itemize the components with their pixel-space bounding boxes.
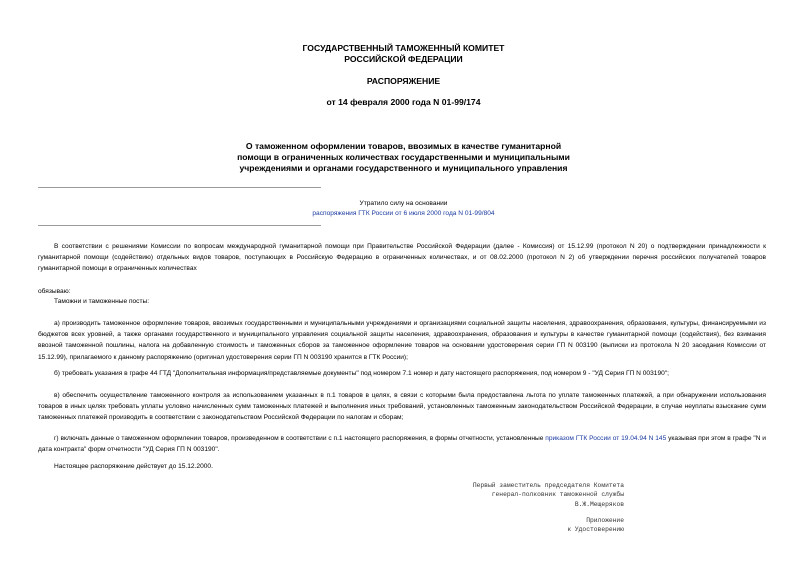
status-label: Утратило силу на основании <box>359 200 448 207</box>
document-date: от 14 февраля 2000 года N 01-99/174 <box>326 97 481 107</box>
divider-bottom <box>38 225 321 226</box>
order-145-link[interactable]: приказом ГТК России от 19.04.94 N 145 <box>545 435 667 442</box>
obliges-text: обязываю: <box>38 288 71 295</box>
document-title-line1: О таможенном оформлении товаров, ввозимых в качестве гуманитарной <box>245 141 562 151</box>
org-name-line2: РОССИЙСКОЙ ФЕДЕРАЦИИ <box>344 54 463 64</box>
document-title-line2: помощи в ограниченных количествах государственными и муниципальными <box>237 152 570 162</box>
signature-position-line1: Первый заместитель председателя Комитета <box>472 482 624 489</box>
org-name-line1: ГОСУДАРСТВЕННЫЙ ТАМОЖЕННЫЙ КОМИТЕТ <box>302 43 505 53</box>
item-v-paragraph: в) обеспечить осуществление таможенного контроля за использованием указанных в п.1 товаров в целях, в связи с которыми была предоставлена льгота по уплате таможенных платежей, а при обнаружении использования товаров в иных целях требовать уплаты условно начисленных сумм таможенных платежей и выполнения иных требований, установленных таможенным законодательством Российской Федерации, в случае неуплаты взыскание сумм таможенных платежей производить в соответствии с законодательством Российской Федерации по налогам и сборам; <box>38 392 766 422</box>
signature-name: В.Ж.Мещеряков <box>574 500 624 508</box>
appendix-line1: Приложение <box>586 517 624 524</box>
signature-block <box>473 481 624 509</box>
repeal-link[interactable]: распоряжения ГТК России от 6 июля 2000 года N 01-99/804 <box>312 210 495 217</box>
document-title-line3: учреждениями и органами государственного и муниципального управления <box>239 163 568 173</box>
item-a-paragraph: а) производить таможенное оформление товаров, ввозимых государственными и муниципальными учреждениями и организациями социальной защиты населения, здравоохранения, образования, культуры, финансируемыми из бюджетов всех уровней, а также органами государственного и муниципального управления социальной защиты населения, здравоохранения, образования и культуры в качестве гуманитарной помощи (содействия), без взимания ввозной таможенной пошлины, налога на добавленную стоимость и таможенных сборов за таможенное оформление товаров на основании удостоверения серии ГП N 003190 (выписки из протокола N 20 заседания Комиссии от 15.12.99), прилагаемого к данному распоряжению (оригинал удостоверения серии ГП N 003190 хранится в ГТК России); <box>38 320 766 361</box>
document-type: РАСПОРЯЖЕНИЕ <box>366 76 441 86</box>
item-g-text-start: г) включать данные о таможенном оформлении товаров, произведенном в соответствии с п.1 настоящего распоряжения, в формы отчетности, установленные <box>54 435 546 442</box>
addressees-text: Таможни и таможенные посты: <box>54 298 150 305</box>
item-g-text-end: указывая при этом в графе "N и дата контракта" форм отчетности "УД Серия ГП N 003190". <box>38 435 766 454</box>
appendix-block <box>567 516 624 535</box>
divider-top <box>38 187 321 188</box>
item-g-paragraph <box>38 433 766 455</box>
preamble-paragraph: В соответствии с решениями Комиссии по вопросам международной гуманитарной помощи при Правительстве Российской Федерации (далее - Комиссия) от 15.12.99 (протокол N 20) о подтверждении принадлежности к гуманитарной помощи (содействию) отдельных видов товаров, поступающих в Российскую Федерацию в ограниченных количествах, и от 08.02.2000 (протокол N 2) об утверждении перечня российских получателей товаров гуманитарной помощи в ограниченных количествах <box>38 243 766 273</box>
signature-position-line2: генерал-полковник таможенной службы <box>491 491 624 499</box>
item-b-paragraph: б) требовать указания в графе 44 ГТД "Дополнительная информация/представляемые документы" под номером 7.1 номер и дату настоящего распоряжения, под номером 9 - "УД Серия ГП N 003190"; <box>54 370 669 377</box>
appendix-line2: к Удостоверению <box>567 526 624 534</box>
validity-text: Настоящее распоряжение действует до 15.12.2000. <box>54 463 213 470</box>
